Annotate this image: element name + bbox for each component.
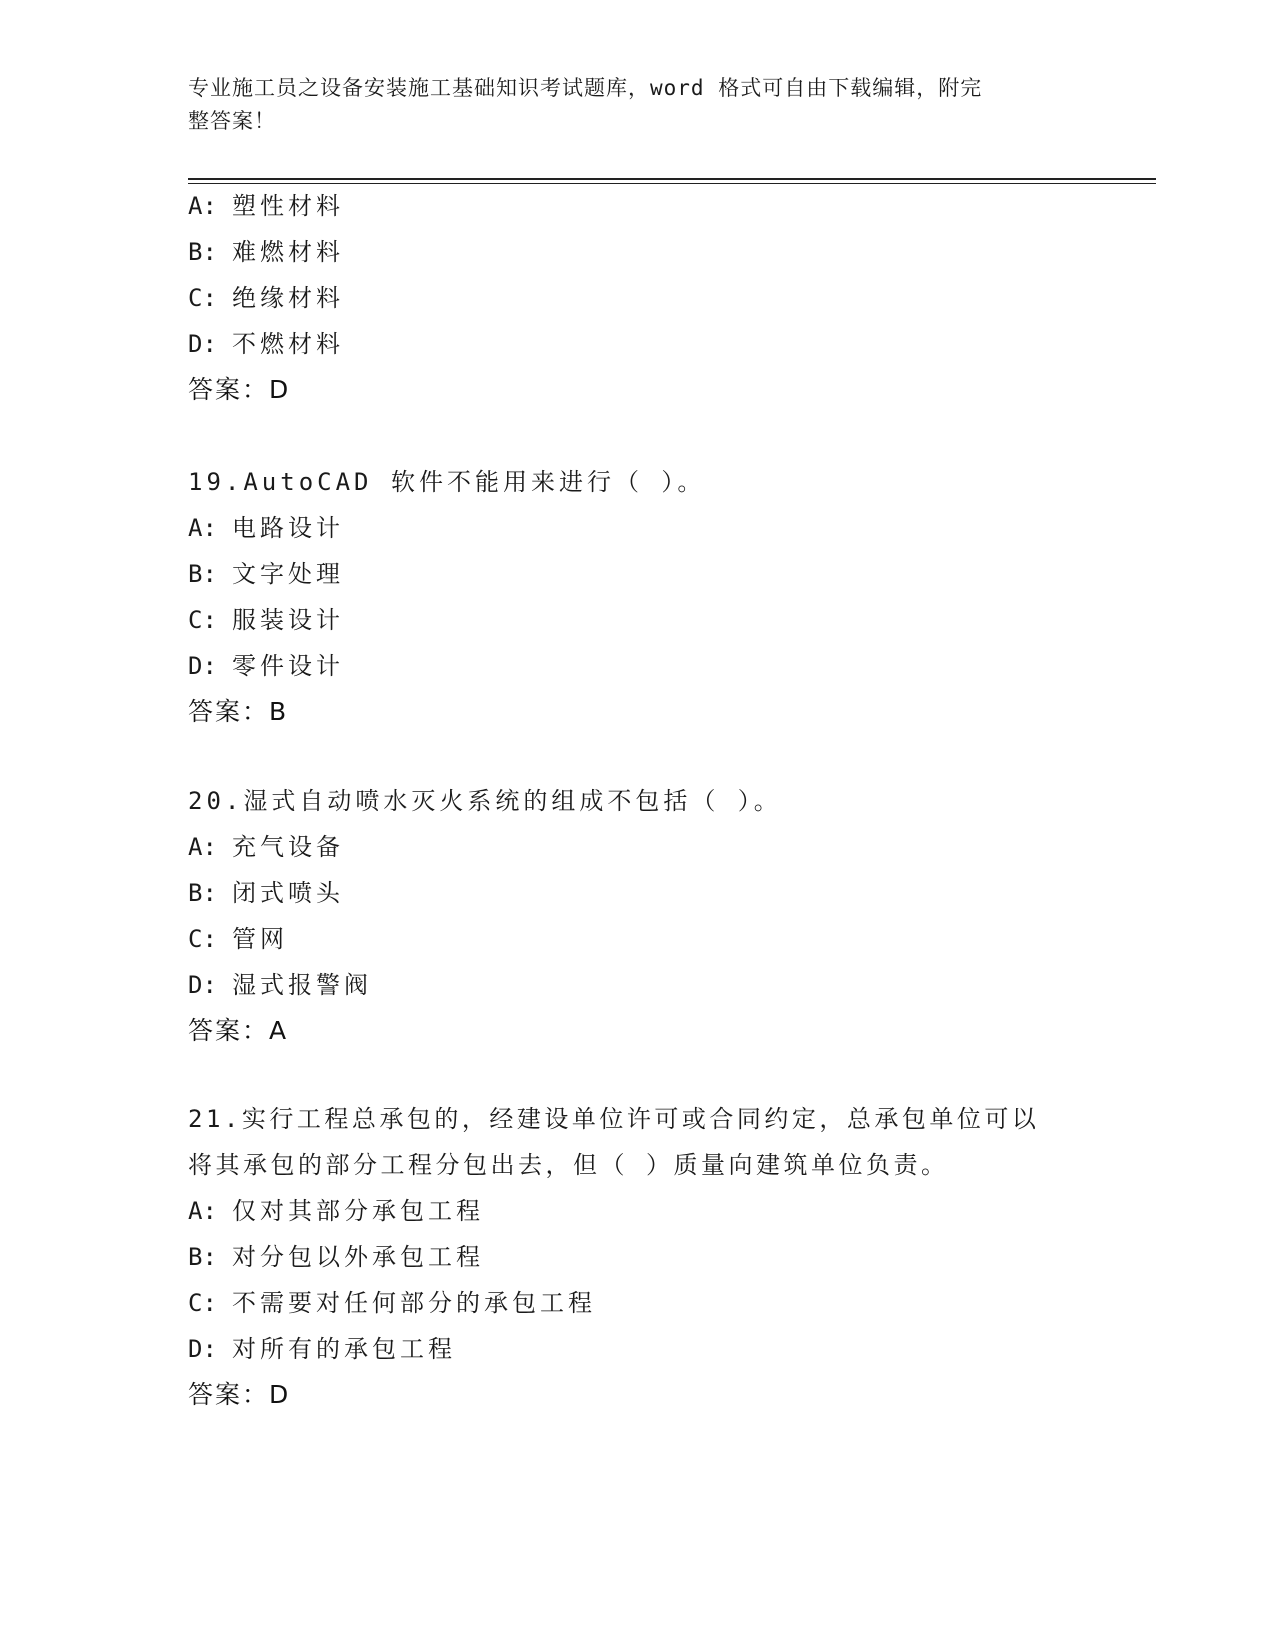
question-19 (188, 459, 1088, 735)
option-label: A: (188, 833, 217, 861)
option-d (188, 1326, 1088, 1372)
option-text: 服装设计 (232, 606, 344, 634)
option-text: 零件设计 (232, 652, 344, 680)
option-text: 闭式喷头 (232, 879, 344, 907)
answer-line: 答案：B (188, 697, 289, 726)
header-intro-line-2: 整答案！ (188, 109, 276, 133)
option-text: 塑性材料 (232, 192, 344, 220)
option-b (188, 551, 1088, 597)
option-b (188, 870, 1088, 916)
option-text: 难燃材料 (232, 238, 344, 266)
option-a (188, 1188, 1088, 1234)
option-text: 对分包以外承包工程 (232, 1243, 484, 1271)
option-label: D: (188, 652, 217, 680)
document-header (188, 72, 1068, 138)
option-c (188, 1280, 1088, 1326)
option-label: C: (188, 925, 217, 953)
option-label: C: (188, 1289, 217, 1317)
option-c (188, 275, 1088, 321)
option-text: 管网 (232, 925, 288, 953)
option-text: 不燃材料 (232, 330, 344, 358)
option-text: 充气设备 (232, 833, 344, 861)
option-label: C: (188, 606, 217, 634)
option-label: B: (188, 1243, 217, 1271)
option-label: A: (188, 1197, 217, 1225)
option-d (188, 321, 1088, 367)
option-label: B: (188, 238, 217, 266)
question-stem-line-2: 将其承包的部分工程分包出去，但（ ）质量向建筑单位负责。 (188, 1151, 949, 1179)
option-text: 湿式报警阀 (232, 971, 372, 999)
option-label: B: (188, 879, 217, 907)
question-stem-line-1: 21.实行工程总承包的，经建设单位许可或合同约定，总承包单位可以 (188, 1105, 1040, 1133)
question-21 (188, 1096, 1088, 1418)
option-text: 文字处理 (232, 560, 344, 588)
option-label: A: (188, 192, 217, 220)
option-a (188, 505, 1088, 551)
option-d (188, 962, 1088, 1008)
question-20 (188, 778, 1088, 1054)
option-text: 仅对其部分承包工程 (232, 1197, 484, 1225)
option-c (188, 597, 1088, 643)
option-d (188, 643, 1088, 689)
option-text: 绝缘材料 (232, 284, 344, 312)
answer-line: 答案：D (188, 375, 291, 404)
header-intro-line-1: 专业施工员之设备安装施工基础知识考试题库，word 格式可自由下载编辑，附完 (188, 76, 983, 100)
option-a (188, 183, 1088, 229)
answer-line: 答案：D (188, 1380, 291, 1409)
option-label: C: (188, 284, 217, 312)
option-b (188, 229, 1088, 275)
option-a (188, 824, 1088, 870)
question-stem: 20.湿式自动喷水灭火系统的组成不包括（ ）。 (188, 787, 782, 815)
option-label: B: (188, 560, 217, 588)
header-divider (188, 178, 1156, 180)
option-b (188, 1234, 1088, 1280)
question-18 (188, 183, 1088, 413)
option-text: 电路设计 (232, 514, 344, 542)
option-text: 不需要对任何部分的承包工程 (232, 1289, 596, 1317)
option-label: D: (188, 971, 217, 999)
option-label: D: (188, 1335, 217, 1363)
option-label: D: (188, 330, 217, 358)
answer-line: 答案：A (188, 1016, 289, 1045)
question-stem: 19.AutoCAD 软件不能用来进行（ ）。 (188, 468, 706, 496)
option-text: 对所有的承包工程 (232, 1335, 456, 1363)
option-c (188, 916, 1088, 962)
option-label: A: (188, 514, 217, 542)
